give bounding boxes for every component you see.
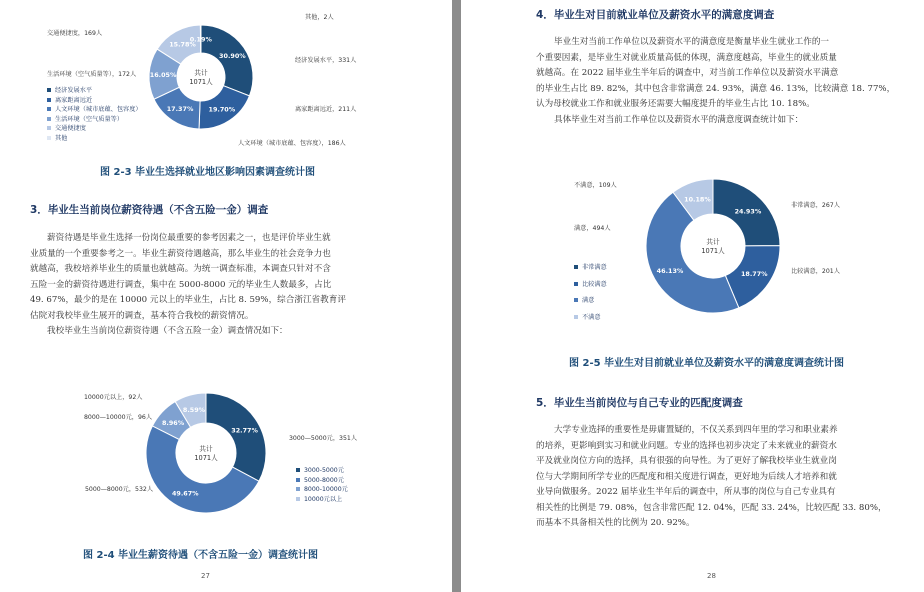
legend-item: 经济发展水平 (47, 86, 142, 96)
donut4-center-count: 1071人 (194, 454, 218, 462)
donut5-slice-label-4: 10.18% (684, 195, 711, 204)
donut3-slice-label-2: 19.70% (208, 105, 236, 114)
section-3-heading: 3．毕业生当前岗位薪资待遇（不含五险一金）调查 (30, 204, 269, 216)
paragraph-line: 相关性的比例是 79. 08%，包含非常匹配 12. 04%，匹配 33. 24%，比较匹配 33. 80%， (536, 502, 887, 513)
chart3-label-family: 离家距离远近，211人 (295, 106, 357, 113)
chart3-legend (47, 86, 142, 143)
paragraph-line: 49. 67%，最少的是在 10000 元以上的毕业生，占比 8. 59%，综合浙江省教育评 (30, 295, 346, 305)
chart3-label-other: 其他，2人 (305, 14, 334, 21)
donut3-slice-label-4: 16.05% (149, 71, 177, 80)
legend-item: 10000元以上 (296, 495, 348, 505)
legend-item: 不满意 (574, 310, 607, 327)
legend-item: 离家距离远近 (47, 96, 142, 106)
page-27 (0, 0, 452, 592)
donut3-center-count: 1071人 (189, 78, 213, 86)
paragraph-line: 就越高。在 2022 届毕业生半年后的调查中，对当前工作单位以及薪资水平满意 (536, 68, 839, 78)
paragraph-line: 平及就业岗位方向的选择，具有很强的向导性。为了更好了解我校毕业生就业岗 (536, 456, 837, 466)
legend-swatch (47, 117, 51, 121)
legend-item: 其他 (47, 134, 142, 144)
chart4-label-8to10: 8000—10000元，96人 (84, 414, 153, 421)
paragraph-line: 具体毕业生对当前工作单位以及薪资水平的满意度调查统计如下： (554, 114, 804, 125)
section-4-body (536, 35, 921, 128)
page-number-left: 27 (201, 572, 210, 580)
donut5-center-hole (682, 215, 745, 278)
donut4-center-hole (177, 424, 236, 483)
paragraph-line: 估院对我校毕业生展开的调查，基本符合我校的薪资情况。 (30, 310, 254, 321)
legend-item: 5000-8000元 (296, 476, 348, 486)
chart4-legend (296, 466, 348, 504)
legend-swatch (574, 298, 578, 302)
paragraph-line: 的毕业生占比 89. 82%，其中包含非常满意 24. 93%，满意 46. 13%，比较满意 18. 77%， (536, 83, 896, 94)
paragraph-line: 位与大学期间所学专业的匹配度和相关度进行调查，更好地为后续人才培养和就 (536, 471, 837, 482)
chart3-label-traffic: 交通便捷度，169人 (47, 30, 103, 37)
donut4-slice-label-3: 8.96% (161, 418, 185, 427)
donut3-center-hole (178, 54, 225, 101)
paragraph-line: 个重要因素，是毕业生对就业质量高低的体现，满意度越高，毕业生的就业质量 (536, 52, 837, 63)
chart5-label-fairly: 比较满意，201人 (791, 268, 840, 275)
donut3-slice-label-1: 30.90% (219, 52, 246, 61)
donut5-slice-label-2: 18.77% (740, 269, 768, 278)
paragraph-line: 五险一金的薪资待遇进行调查，集中在 5000-8000 元的毕业生人数最多，占比 (30, 279, 332, 290)
legend-item: 8000-10000元 (296, 485, 348, 495)
donut5-slice-label-3: 46.13% (656, 266, 684, 275)
legend-swatch (574, 265, 578, 269)
paragraph-line: 认为母校就业工作和就业服务还需要大幅度提升的毕业生占比 10. 18%。 (536, 99, 815, 109)
chart4-label-3to5: 3000—5000元，351人 (289, 435, 358, 442)
chart-2-4-caption: 图 2-4 毕业生薪资待遇（不含五险一金）调查统计图 (83, 550, 319, 561)
donut4-center-total: 共计 (199, 445, 213, 453)
paragraph-line: 而基本不具备相关性的比例为 20. 92%。 (536, 518, 695, 528)
legend-item: 人文环境（城市底蕴、包容度） (47, 105, 142, 115)
legend-swatch (296, 478, 300, 482)
legend-item: 3000-5000元 (296, 466, 348, 476)
chart3-label-econ: 经济发展水平，331人 (295, 57, 357, 64)
chart5-legend (574, 260, 607, 326)
donut4-slice-label-1: 32.77% (231, 426, 258, 435)
donut5-slice-label-1: 24.93% (734, 207, 762, 216)
donut4-slice-label-2: 49.67% (171, 489, 199, 498)
paragraph-line: 薪资待遇是毕业生选择一份岗位最重要的参考因素之一，也是评价毕业生就 (47, 233, 331, 243)
chart5-label-satisfied: 满意，494人 (574, 225, 611, 232)
paragraph-line: 业质量的一个重要参考之一。毕业生薪资待遇越高，那么毕业生的社会竞争力也 (30, 248, 331, 259)
legend-item: 非常满意 (574, 260, 607, 277)
legend-item: 满意 (574, 293, 607, 310)
section-5-body (536, 423, 921, 532)
donut-chart-2-4 (0, 378, 452, 538)
legend-item: 生活环境（空气质量等） (47, 115, 142, 125)
page-28 (461, 0, 924, 592)
legend-item: 交通便捷度 (47, 124, 142, 134)
donut3-center-total: 共计 (194, 69, 208, 77)
legend-swatch (296, 497, 300, 501)
legend-swatch (47, 98, 51, 102)
paragraph-line: 大学专业选择的重要性是毋庸置疑的，不仅关系到四年里的学习和职业素养 (554, 425, 838, 435)
donut3-slice-label-3: 17.37% (166, 105, 194, 114)
donut3-slice-label-6: 0.19% (189, 35, 212, 44)
chart5-label-unsatisfied: 不满意，109人 (574, 182, 617, 189)
page-gutter (452, 0, 461, 592)
chart3-label-humanity: 人文环境（城市底蕴、包容度），186人 (238, 140, 346, 147)
legend-swatch (47, 107, 51, 111)
donut4-slice-label-4: 8.59% (182, 406, 206, 415)
legend-swatch (47, 126, 51, 130)
chart3-label-ecology: 生活环境（空气质量等），172人 (47, 71, 137, 78)
donut5-center-count: 1071人 (701, 247, 725, 255)
page-number-right: 28 (707, 572, 716, 580)
section-4-heading: 4．毕业生对目前就业单位及薪资水平的满意度调查 (536, 9, 775, 21)
legend-swatch (296, 487, 300, 491)
legend-swatch (574, 315, 578, 319)
donut5-center-total: 共计 (706, 238, 720, 246)
section-3-body (30, 231, 430, 340)
legend-swatch (47, 136, 51, 140)
paragraph-line: 我校毕业生当前岗位薪资待遇（不含五险一金）调查情况如下： (47, 326, 288, 336)
chart-2-5-caption: 图 2-5 毕业生对目前就业单位及薪资水平的满意度调查统计图 (569, 358, 845, 369)
section-5-heading: 5．毕业生当前岗位与自己专业的匹配度调查 (536, 397, 743, 409)
paragraph-line: 毕业生对当前工作单位以及薪资水平的满意度是衡量毕业生就业工作的一 (554, 37, 830, 47)
paragraph-line: 业导向做服务。2022 届毕业生半年后的调查中，所从事的岗位与自己专业具有 (536, 487, 836, 497)
chart4-label-5to8: 5000—8000元，532人 (85, 486, 154, 493)
donut-chart-2-5 (461, 170, 924, 340)
chart5-label-very: 非常满意，267人 (791, 202, 840, 209)
paragraph-line: 的培养，更影响到实习和就业问题。专业的选择也初步决定了未来就业的薪资水 (536, 440, 837, 451)
legend-swatch (296, 468, 300, 472)
legend-swatch (47, 88, 51, 92)
paragraph-line: 就越高，我校培养毕业生的质量也就越高。为统一调查标准，本调查只针对不含 (30, 264, 331, 274)
chart4-label-above10k: 10000元以上，92人 (84, 394, 143, 401)
chart-2-3-caption: 图 2-3 毕业生选择就业地区影响因素调查统计图 (100, 167, 316, 178)
donut3-slice-label-5: 15.78% (169, 40, 196, 49)
legend-item: 比较满意 (574, 277, 607, 294)
legend-swatch (574, 282, 578, 286)
